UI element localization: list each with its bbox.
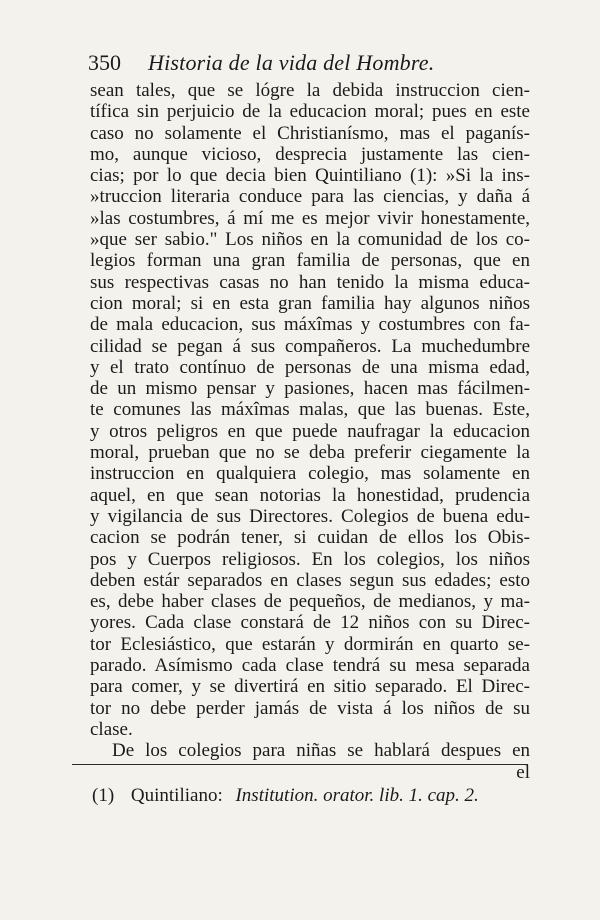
text-line: cilidad se pegan á sus compañeros. La muchedumbre [90, 335, 530, 357]
text-line: deben estár separados en clases segun sus edades; esto [90, 569, 530, 591]
text-line: para comer, y se divertirá en sitio separado. El Direc- [90, 676, 530, 698]
text-line: »las costumbres, á mí me es mejor vivir honestamente, [90, 207, 530, 229]
text-line: y el trato contínuo de personas de una misma edad, [90, 356, 530, 378]
text-line: instruccion en qualquiera colegio, mas solamente en [90, 463, 530, 485]
footnote-marker: (1) [92, 785, 115, 806]
text-line: tor Eclesiástico, que estarán y dormirán en quarto se- [90, 633, 530, 655]
text-line: de un mismo pensar y pasiones, hacen mas fácilmen- [90, 378, 530, 400]
text-line: »truccion literaria conduce para las ciencias, y daña á [90, 186, 530, 208]
text-line: legios forman una gran familia de personas, que en [90, 250, 530, 272]
text-line: »que ser sabio." Los niños en la comunidad de los co- [90, 229, 530, 251]
text-line: es, debe haber clases de pequeños, de medianos, y ma- [90, 591, 530, 613]
text-line: pos y Cuerpos religiosos. En los colegios, los niños [90, 548, 530, 570]
text-line: cion moral; si en esta gran familia hay algunos niños [90, 292, 530, 314]
text-line: parado. Asímismo cada clase tendrá su mesa separada [90, 655, 530, 677]
paragraph-start-line: De los colegios para niñas se hablará despues en [112, 740, 530, 762]
body-text [90, 80, 530, 783]
text-line: tor no debe perder jamás de vista á los niños de su [90, 697, 530, 719]
text-line: yores. Cada clase constará de 12 niños con su Direc- [90, 612, 530, 634]
text-line: de mala educacion, sus máxîmas y costumbres con fa- [90, 314, 530, 336]
text-line: y otros peligros en que puede naufragar la educacion [90, 420, 530, 442]
footnote-reference: Institution. orator. lib. 1. cap. 2. [235, 785, 479, 806]
text-line: clase. [90, 718, 133, 740]
footnote-rule [72, 764, 528, 765]
text-line: sean tales, que se lógre la debida instruccion cien- [90, 80, 530, 101]
text-line: sus respectivas casas no han tenido la misma educa- [90, 271, 530, 293]
text-line: tífica sin perjuicio de la educacion moral; pues en este [90, 101, 530, 123]
catchword: el [516, 761, 530, 783]
text-line: mo, aunque vicioso, desprecia justamente las cien- [90, 143, 530, 165]
text-line: y vigilancia de sus Directores. Colegios de buena edu- [90, 505, 530, 527]
text-line: cacion se podrán tener, si cuidan de ellos los Obis- [90, 527, 530, 549]
footnote [92, 784, 532, 808]
text-line: aquel, en que sean notorias la honestidad, prudencia [90, 484, 530, 506]
running-head: Historia de la vida del Hombre. [148, 50, 435, 75]
page-header [88, 44, 528, 76]
footnote-author: Quintiliano: [130, 785, 223, 806]
page-number: 350 [88, 50, 121, 75]
text-line: te comunes las máxîmas malas, que las buenas. Este, [90, 399, 530, 421]
text-line: cias; por lo que decia bien Quintiliano (1): »Si la ins- [90, 165, 530, 187]
text-line: caso no solamente el Christianísmo, mas el paganís- [90, 122, 530, 144]
text-line: moral, prueban que no se deba preferir ciegamente la [90, 442, 530, 464]
